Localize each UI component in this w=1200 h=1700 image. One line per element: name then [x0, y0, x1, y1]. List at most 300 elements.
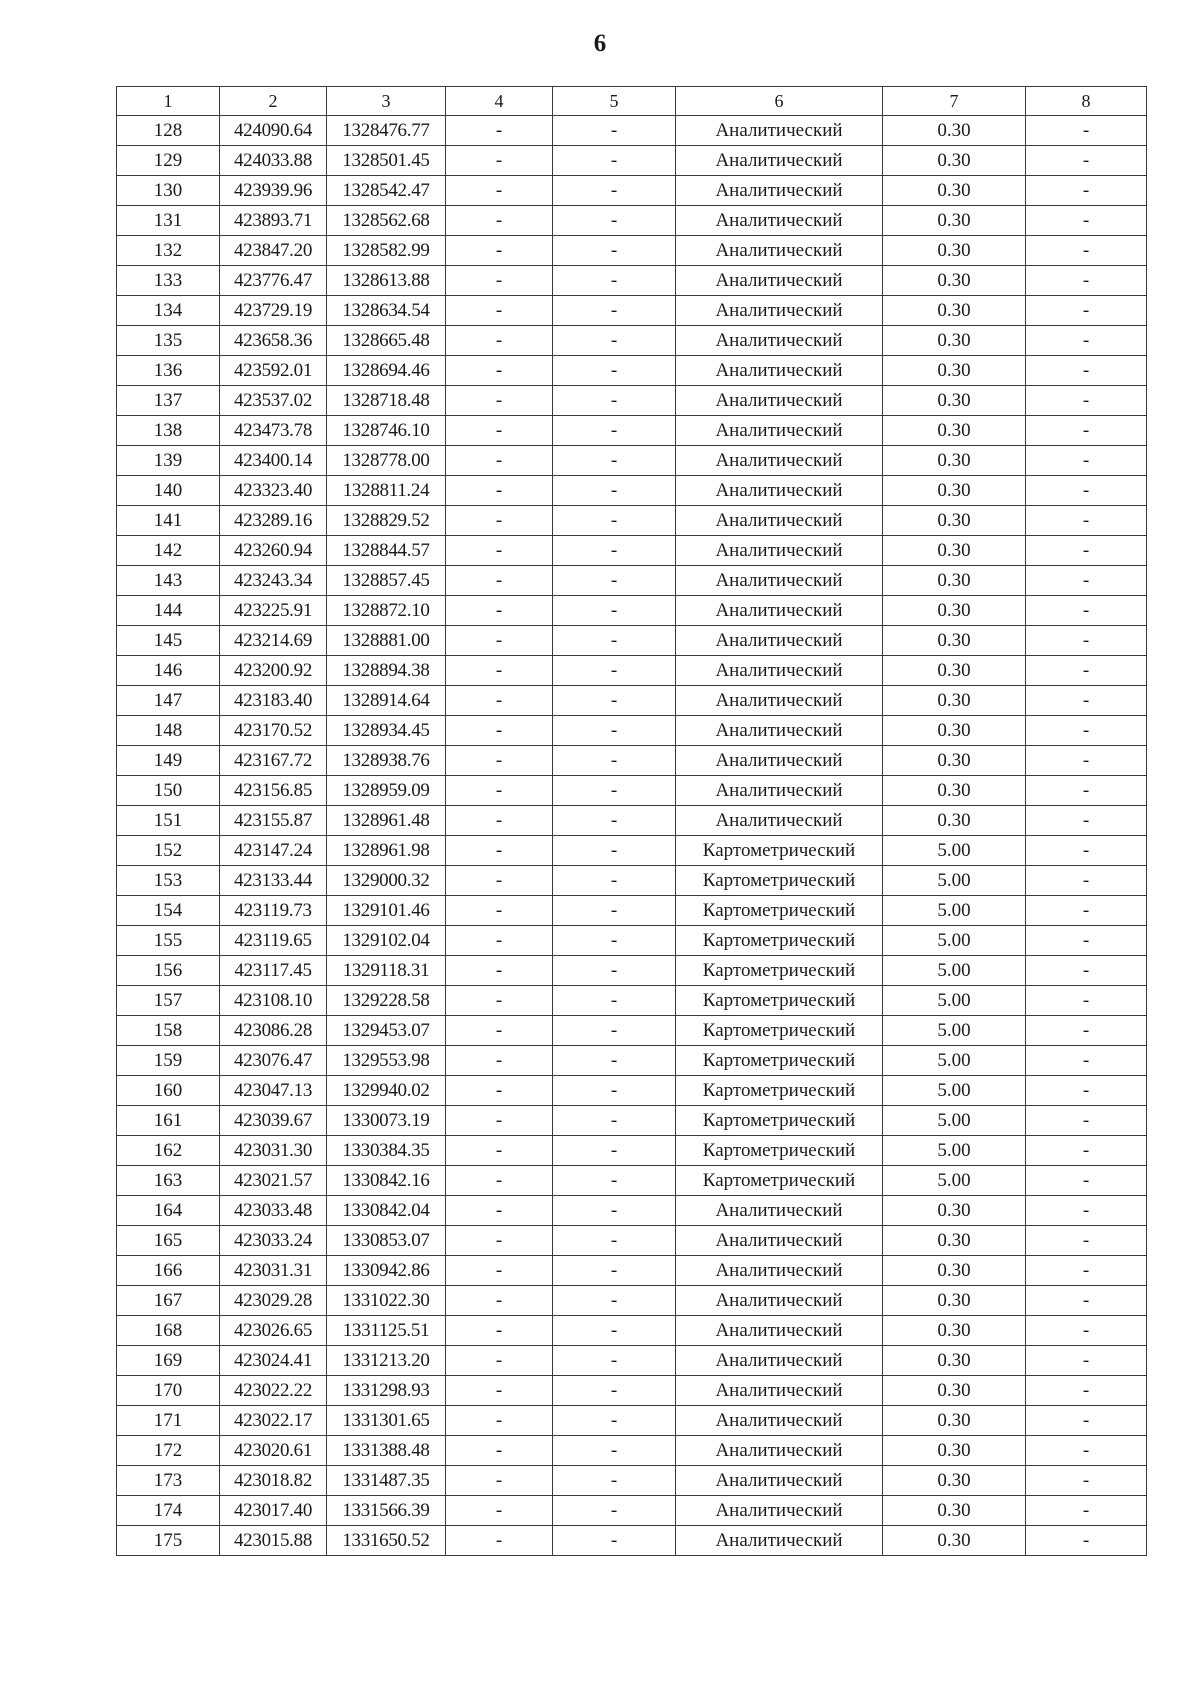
x-coordinate-cell: 423047.13 — [220, 1076, 327, 1106]
x-coordinate-cell: 423658.36 — [220, 326, 327, 356]
column-8-cell: - — [1026, 626, 1147, 656]
accuracy-cell: 5.00 — [883, 1166, 1026, 1196]
point-number-cell: 135 — [117, 326, 220, 356]
x-coordinate-cell: 423323.40 — [220, 476, 327, 506]
x-coordinate-cell: 423214.69 — [220, 626, 327, 656]
y-coordinate-cell: 1330842.04 — [327, 1196, 446, 1226]
method-cell: Аналитический — [676, 1256, 883, 1286]
y-coordinate-cell: 1331298.93 — [327, 1376, 446, 1406]
x-coordinate-cell: 424033.88 — [220, 146, 327, 176]
x-coordinate-cell: 423847.20 — [220, 236, 327, 266]
point-number-cell: 174 — [117, 1496, 220, 1526]
accuracy-cell: 0.30 — [883, 1376, 1026, 1406]
table-row — [117, 1196, 1147, 1226]
column-4-cell: - — [446, 506, 553, 536]
accuracy-cell: 5.00 — [883, 836, 1026, 866]
accuracy-cell: 0.30 — [883, 506, 1026, 536]
column-8-cell: - — [1026, 206, 1147, 236]
point-number-cell: 158 — [117, 1016, 220, 1046]
point-number-cell: 149 — [117, 746, 220, 776]
method-cell: Аналитический — [676, 686, 883, 716]
accuracy-cell: 5.00 — [883, 956, 1026, 986]
accuracy-cell: 0.30 — [883, 266, 1026, 296]
column-5-cell: - — [553, 1106, 676, 1136]
method-cell: Аналитический — [676, 1436, 883, 1466]
column-5-cell: - — [553, 746, 676, 776]
column-8-cell: - — [1026, 476, 1147, 506]
accuracy-cell: 0.30 — [883, 1226, 1026, 1256]
column-8-cell: - — [1026, 1256, 1147, 1286]
column-header: 5 — [553, 87, 676, 116]
column-5-cell: - — [553, 566, 676, 596]
table-row — [117, 1406, 1147, 1436]
column-5-cell: - — [553, 296, 676, 326]
point-number-cell: 155 — [117, 926, 220, 956]
accuracy-cell: 0.30 — [883, 206, 1026, 236]
table-row — [117, 1016, 1147, 1046]
method-cell: Аналитический — [676, 1466, 883, 1496]
point-number-cell: 147 — [117, 686, 220, 716]
column-5-cell: - — [553, 146, 676, 176]
y-coordinate-cell: 1329118.31 — [327, 956, 446, 986]
table-row — [117, 956, 1147, 986]
column-5-cell: - — [553, 866, 676, 896]
point-number-cell: 143 — [117, 566, 220, 596]
y-coordinate-cell: 1328961.48 — [327, 806, 446, 836]
table-row — [117, 1496, 1147, 1526]
y-coordinate-cell: 1331487.35 — [327, 1466, 446, 1496]
accuracy-cell: 0.30 — [883, 296, 1026, 326]
y-coordinate-cell: 1329101.46 — [327, 896, 446, 926]
x-coordinate-cell: 423039.67 — [220, 1106, 327, 1136]
column-4-cell: - — [446, 296, 553, 326]
y-coordinate-cell: 1328829.52 — [327, 506, 446, 536]
method-cell: Картометрический — [676, 1016, 883, 1046]
column-5-cell: - — [553, 1526, 676, 1556]
column-4-cell: - — [446, 1376, 553, 1406]
x-coordinate-cell: 423147.24 — [220, 836, 327, 866]
method-cell: Аналитический — [676, 1286, 883, 1316]
y-coordinate-cell: 1329228.58 — [327, 986, 446, 1016]
column-8-cell: - — [1026, 1046, 1147, 1076]
column-8-cell: - — [1026, 1286, 1147, 1316]
point-number-cell: 163 — [117, 1166, 220, 1196]
y-coordinate-cell: 1330842.16 — [327, 1166, 446, 1196]
table-row — [117, 536, 1147, 566]
column-4-cell: - — [446, 1526, 553, 1556]
accuracy-cell: 5.00 — [883, 926, 1026, 956]
accuracy-cell: 0.30 — [883, 356, 1026, 386]
column-5-cell: - — [553, 956, 676, 986]
accuracy-cell: 0.30 — [883, 626, 1026, 656]
y-coordinate-cell: 1328718.48 — [327, 386, 446, 416]
method-cell: Аналитический — [676, 206, 883, 236]
column-4-cell: - — [446, 1016, 553, 1046]
method-cell: Аналитический — [676, 386, 883, 416]
method-cell: Картометрический — [676, 956, 883, 986]
y-coordinate-cell: 1328476.77 — [327, 116, 446, 146]
column-4-cell: - — [446, 206, 553, 236]
method-cell: Аналитический — [676, 1346, 883, 1376]
column-5-cell: - — [553, 206, 676, 236]
column-5-cell: - — [553, 1256, 676, 1286]
x-coordinate-cell: 423776.47 — [220, 266, 327, 296]
x-coordinate-cell: 423155.87 — [220, 806, 327, 836]
table-body — [117, 116, 1147, 1556]
column-4-cell: - — [446, 1436, 553, 1466]
column-5-cell: - — [553, 626, 676, 656]
column-5-cell: - — [553, 926, 676, 956]
column-4-cell: - — [446, 926, 553, 956]
column-header: 2 — [220, 87, 327, 116]
point-number-cell: 172 — [117, 1436, 220, 1466]
accuracy-cell: 0.30 — [883, 536, 1026, 566]
column-4-cell: - — [446, 1496, 553, 1526]
column-5-cell: - — [553, 1166, 676, 1196]
column-5-cell: - — [553, 1046, 676, 1076]
y-coordinate-cell: 1331388.48 — [327, 1436, 446, 1466]
column-8-cell: - — [1026, 356, 1147, 386]
y-coordinate-cell: 1328562.68 — [327, 206, 446, 236]
column-8-cell: - — [1026, 1406, 1147, 1436]
column-8-cell: - — [1026, 656, 1147, 686]
x-coordinate-cell: 423033.24 — [220, 1226, 327, 1256]
x-coordinate-cell: 423021.57 — [220, 1166, 327, 1196]
x-coordinate-cell: 423031.30 — [220, 1136, 327, 1166]
column-4-cell: - — [446, 1136, 553, 1166]
column-4-cell: - — [446, 566, 553, 596]
y-coordinate-cell: 1328665.48 — [327, 326, 446, 356]
point-number-cell: 159 — [117, 1046, 220, 1076]
y-coordinate-cell: 1328746.10 — [327, 416, 446, 446]
x-coordinate-cell: 423015.88 — [220, 1526, 327, 1556]
column-8-cell: - — [1026, 116, 1147, 146]
y-coordinate-cell: 1328961.98 — [327, 836, 446, 866]
point-number-cell: 175 — [117, 1526, 220, 1556]
method-cell: Аналитический — [676, 326, 883, 356]
table-row — [117, 476, 1147, 506]
point-number-cell: 154 — [117, 896, 220, 926]
x-coordinate-cell: 423939.96 — [220, 176, 327, 206]
x-coordinate-cell: 423537.02 — [220, 386, 327, 416]
point-number-cell: 157 — [117, 986, 220, 1016]
method-cell: Картометрический — [676, 1166, 883, 1196]
method-cell: Аналитический — [676, 1376, 883, 1406]
method-cell: Аналитический — [676, 746, 883, 776]
column-8-cell: - — [1026, 446, 1147, 476]
column-4-cell: - — [446, 536, 553, 566]
y-coordinate-cell: 1330073.19 — [327, 1106, 446, 1136]
column-4-cell: - — [446, 626, 553, 656]
accuracy-cell: 5.00 — [883, 1136, 1026, 1166]
table-row — [117, 926, 1147, 956]
column-8-cell: - — [1026, 926, 1147, 956]
table-row — [117, 866, 1147, 896]
column-5-cell: - — [553, 1376, 676, 1406]
table-row — [117, 986, 1147, 1016]
table-row — [117, 806, 1147, 836]
y-coordinate-cell: 1328694.46 — [327, 356, 446, 386]
column-4-cell: - — [446, 116, 553, 146]
method-cell: Аналитический — [676, 536, 883, 566]
y-coordinate-cell: 1330384.35 — [327, 1136, 446, 1166]
point-number-cell: 168 — [117, 1316, 220, 1346]
column-5-cell: - — [553, 1466, 676, 1496]
column-4-cell: - — [446, 1346, 553, 1376]
table-row — [117, 716, 1147, 746]
accuracy-cell: 0.30 — [883, 416, 1026, 446]
column-4-cell: - — [446, 1316, 553, 1346]
point-number-cell: 132 — [117, 236, 220, 266]
point-number-cell: 145 — [117, 626, 220, 656]
point-number-cell: 153 — [117, 866, 220, 896]
accuracy-cell: 0.30 — [883, 1466, 1026, 1496]
point-number-cell: 139 — [117, 446, 220, 476]
table-row — [117, 176, 1147, 206]
column-5-cell: - — [553, 806, 676, 836]
column-8-cell: - — [1026, 1526, 1147, 1556]
column-4-cell: - — [446, 1286, 553, 1316]
column-5-cell: - — [553, 266, 676, 296]
column-5-cell: - — [553, 236, 676, 266]
table-row — [117, 1226, 1147, 1256]
x-coordinate-cell: 423183.40 — [220, 686, 327, 716]
point-number-cell: 169 — [117, 1346, 220, 1376]
accuracy-cell: 0.30 — [883, 386, 1026, 416]
x-coordinate-cell: 424090.64 — [220, 116, 327, 146]
point-number-cell: 151 — [117, 806, 220, 836]
column-5-cell: - — [553, 1406, 676, 1436]
point-number-cell: 167 — [117, 1286, 220, 1316]
table-row — [117, 1346, 1147, 1376]
table-row — [117, 506, 1147, 536]
accuracy-cell: 0.30 — [883, 746, 1026, 776]
y-coordinate-cell: 1328881.00 — [327, 626, 446, 656]
accuracy-cell: 0.30 — [883, 566, 1026, 596]
method-cell: Аналитический — [676, 356, 883, 386]
method-cell: Аналитический — [676, 476, 883, 506]
point-number-cell: 173 — [117, 1466, 220, 1496]
x-coordinate-cell: 423289.16 — [220, 506, 327, 536]
x-coordinate-cell: 423018.82 — [220, 1466, 327, 1496]
method-cell: Картометрический — [676, 836, 883, 866]
column-4-cell: - — [446, 1076, 553, 1106]
accuracy-cell: 0.30 — [883, 1406, 1026, 1436]
method-cell: Аналитический — [676, 776, 883, 806]
column-8-cell: - — [1026, 236, 1147, 266]
point-number-cell: 171 — [117, 1406, 220, 1436]
x-coordinate-cell: 423029.28 — [220, 1286, 327, 1316]
column-4-cell: - — [446, 266, 553, 296]
column-4-cell: - — [446, 656, 553, 686]
x-coordinate-cell: 423108.10 — [220, 986, 327, 1016]
method-cell: Аналитический — [676, 506, 883, 536]
table-row — [117, 1466, 1147, 1496]
method-cell: Аналитический — [676, 1196, 883, 1226]
x-coordinate-cell: 423022.22 — [220, 1376, 327, 1406]
column-8-cell: - — [1026, 896, 1147, 926]
method-cell: Аналитический — [676, 1316, 883, 1346]
point-number-cell: 138 — [117, 416, 220, 446]
table-row — [117, 1076, 1147, 1106]
x-coordinate-cell: 423119.65 — [220, 926, 327, 956]
column-8-cell: - — [1026, 806, 1147, 836]
point-number-cell: 141 — [117, 506, 220, 536]
column-header: 3 — [327, 87, 446, 116]
point-number-cell: 128 — [117, 116, 220, 146]
x-coordinate-cell: 423119.73 — [220, 896, 327, 926]
x-coordinate-cell: 423400.14 — [220, 446, 327, 476]
point-number-cell: 160 — [117, 1076, 220, 1106]
column-header: 6 — [676, 87, 883, 116]
column-5-cell: - — [553, 596, 676, 626]
column-5-cell: - — [553, 836, 676, 866]
x-coordinate-cell: 423017.40 — [220, 1496, 327, 1526]
table-row — [117, 746, 1147, 776]
y-coordinate-cell: 1328844.57 — [327, 536, 446, 566]
point-number-cell: 152 — [117, 836, 220, 866]
column-header: 1 — [117, 87, 220, 116]
method-cell: Картометрический — [676, 1136, 883, 1166]
y-coordinate-cell: 1328582.99 — [327, 236, 446, 266]
method-cell: Аналитический — [676, 146, 883, 176]
column-8-cell: - — [1026, 1226, 1147, 1256]
method-cell: Аналитический — [676, 1226, 883, 1256]
x-coordinate-cell: 423156.85 — [220, 776, 327, 806]
y-coordinate-cell: 1328634.54 — [327, 296, 446, 326]
table-row — [117, 566, 1147, 596]
accuracy-cell: 0.30 — [883, 686, 1026, 716]
y-coordinate-cell: 1328778.00 — [327, 446, 446, 476]
accuracy-cell: 0.30 — [883, 116, 1026, 146]
y-coordinate-cell: 1329553.98 — [327, 1046, 446, 1076]
column-5-cell: - — [553, 776, 676, 806]
table-row — [117, 1376, 1147, 1406]
accuracy-cell: 0.30 — [883, 446, 1026, 476]
point-number-cell: 142 — [117, 536, 220, 566]
accuracy-cell: 0.30 — [883, 716, 1026, 746]
table-row — [117, 356, 1147, 386]
accuracy-cell: 5.00 — [883, 866, 1026, 896]
method-cell: Аналитический — [676, 656, 883, 686]
table-row — [117, 446, 1147, 476]
accuracy-cell: 0.30 — [883, 326, 1026, 356]
y-coordinate-cell: 1328938.76 — [327, 746, 446, 776]
table-row — [117, 1286, 1147, 1316]
column-4-cell: - — [446, 1226, 553, 1256]
method-cell: Аналитический — [676, 1406, 883, 1436]
column-8-cell: - — [1026, 956, 1147, 986]
column-5-cell: - — [553, 476, 676, 506]
column-4-cell: - — [446, 866, 553, 896]
column-5-cell: - — [553, 1346, 676, 1376]
column-4-cell: - — [446, 746, 553, 776]
accuracy-cell: 5.00 — [883, 1106, 1026, 1136]
column-4-cell: - — [446, 356, 553, 386]
y-coordinate-cell: 1331650.52 — [327, 1526, 446, 1556]
column-8-cell: - — [1026, 416, 1147, 446]
column-5-cell: - — [553, 506, 676, 536]
table-row — [117, 1166, 1147, 1196]
method-cell: Аналитический — [676, 806, 883, 836]
table-row — [117, 626, 1147, 656]
column-5-cell: - — [553, 536, 676, 566]
method-cell: Картометрический — [676, 1046, 883, 1076]
x-coordinate-cell: 423031.31 — [220, 1256, 327, 1286]
header-row — [117, 87, 1147, 116]
page-number: 6 — [593, 30, 607, 57]
x-coordinate-cell: 423893.71 — [220, 206, 327, 236]
table-row — [117, 836, 1147, 866]
column-4-cell: - — [446, 1196, 553, 1226]
column-8-cell: - — [1026, 986, 1147, 1016]
column-5-cell: - — [553, 686, 676, 716]
column-5-cell: - — [553, 1496, 676, 1526]
table-row — [117, 146, 1147, 176]
column-4-cell: - — [446, 956, 553, 986]
x-coordinate-cell: 423170.52 — [220, 716, 327, 746]
method-cell: Картометрический — [676, 866, 883, 896]
point-number-cell: 144 — [117, 596, 220, 626]
column-5-cell: - — [553, 176, 676, 206]
column-header: 8 — [1026, 87, 1147, 116]
y-coordinate-cell: 1331301.65 — [327, 1406, 446, 1436]
column-4-cell: - — [446, 146, 553, 176]
column-8-cell: - — [1026, 296, 1147, 326]
method-cell: Аналитический — [676, 1526, 883, 1556]
y-coordinate-cell: 1331566.39 — [327, 1496, 446, 1526]
column-4-cell: - — [446, 1256, 553, 1286]
accuracy-cell: 0.30 — [883, 1256, 1026, 1286]
column-4-cell: - — [446, 236, 553, 266]
method-cell: Аналитический — [676, 566, 883, 596]
column-8-cell: - — [1026, 266, 1147, 296]
column-8-cell: - — [1026, 386, 1147, 416]
column-4-cell: - — [446, 596, 553, 626]
y-coordinate-cell: 1328959.09 — [327, 776, 446, 806]
column-8-cell: - — [1026, 1076, 1147, 1106]
column-5-cell: - — [553, 1196, 676, 1226]
table-row — [117, 266, 1147, 296]
column-header: 4 — [446, 87, 553, 116]
table-row — [117, 296, 1147, 326]
table-row — [117, 386, 1147, 416]
method-cell: Аналитический — [676, 236, 883, 266]
column-4-cell: - — [446, 1046, 553, 1076]
column-4-cell: - — [446, 326, 553, 356]
x-coordinate-cell: 423024.41 — [220, 1346, 327, 1376]
column-8-cell: - — [1026, 536, 1147, 566]
accuracy-cell: 0.30 — [883, 176, 1026, 206]
column-4-cell: - — [446, 1166, 553, 1196]
column-4-cell: - — [446, 386, 553, 416]
method-cell: Аналитический — [676, 1496, 883, 1526]
column-5-cell: - — [553, 1076, 676, 1106]
column-4-cell: - — [446, 416, 553, 446]
point-number-cell: 133 — [117, 266, 220, 296]
x-coordinate-cell: 423022.17 — [220, 1406, 327, 1436]
accuracy-cell: 0.30 — [883, 1196, 1026, 1226]
column-4-cell: - — [446, 836, 553, 866]
point-number-cell: 136 — [117, 356, 220, 386]
table-row — [117, 1106, 1147, 1136]
x-coordinate-cell: 423076.47 — [220, 1046, 327, 1076]
y-coordinate-cell: 1330853.07 — [327, 1226, 446, 1256]
point-number-cell: 134 — [117, 296, 220, 326]
column-8-cell: - — [1026, 1136, 1147, 1166]
method-cell: Аналитический — [676, 596, 883, 626]
y-coordinate-cell: 1328857.45 — [327, 566, 446, 596]
